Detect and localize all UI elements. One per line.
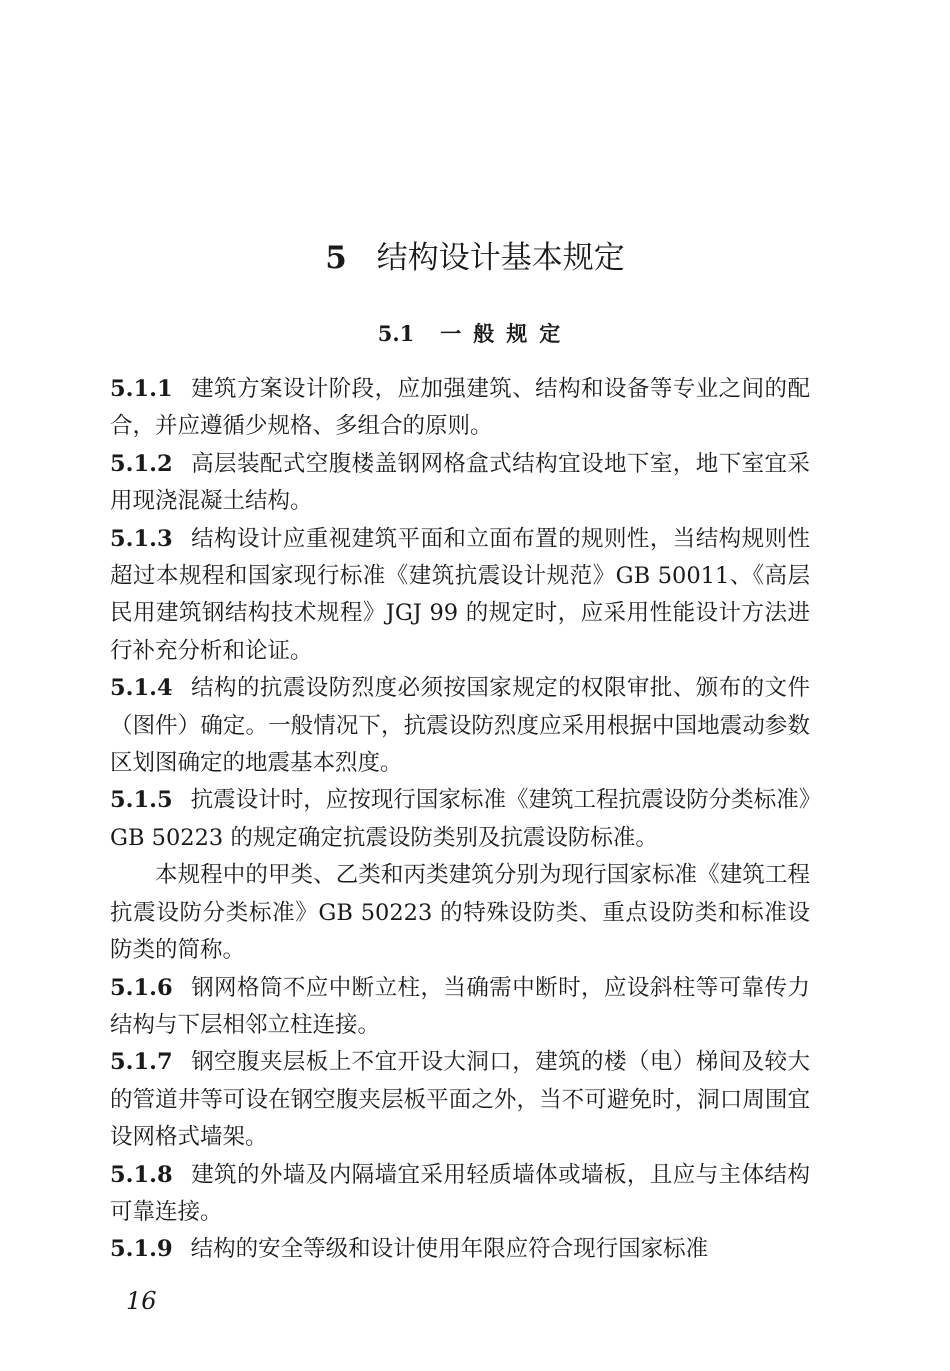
clause-text: 建筑方案设计阶段，应加强建筑、结构和设备等专业之间的配合，并应遵循少规格、多组合的原则。: [110, 376, 810, 440]
clause-5-1-3: [110, 521, 810, 671]
clause-5-1-1: [110, 371, 810, 446]
clause-text: 钢网格筒不应中断立柱，当确需中断时，应设斜柱等可靠传力结构与下层相邻立柱连接。: [110, 974, 810, 1038]
page-number: 16: [126, 1287, 157, 1315]
chapter-title-text: 结构设计基本规定: [376, 240, 625, 276]
body-text: [110, 371, 810, 1269]
clause-number: 5.1.7: [110, 1049, 173, 1076]
clause-number: 5.1.8: [110, 1161, 173, 1188]
section-title: [0, 318, 950, 350]
clause-5-1-9: [110, 1231, 810, 1268]
clause-5-1-8: [110, 1157, 810, 1232]
clause-number: 5.1.4: [110, 675, 173, 702]
clause-5-1-5: [110, 782, 810, 857]
clause-text: 高层装配式空腹楼盖钢网格盒式结构宜设地下室，地下室宜采用现浇混凝土结构。: [110, 450, 810, 515]
clause-number: 5.1.1: [110, 376, 173, 402]
clause-5-1-5-note: 本规程中的甲类、乙类和丙类建筑分别为现行国家标准《建筑工程抗震设防分类标准》GB 50223 的特殊设防类、重点设防类和标准设防类的简称。: [110, 862, 810, 964]
chapter-title: [0, 236, 950, 280]
clause-text: 结构的安全等级和设计使用年限应符合现行国家标准: [190, 1236, 709, 1263]
clause-number: 5.1.3: [110, 525, 173, 552]
clause-5-1-7: [110, 1044, 810, 1156]
clause-number: 5.1.5: [110, 787, 173, 814]
clause-number: 5.1.9: [110, 1236, 173, 1263]
chapter-number: 5: [325, 240, 347, 276]
clause-text: 结构设计应重视建筑平面和立面布置的规则性，当结构规则性超过本规程和国家现行标准《建筑抗震设计规范》GB 50011、《高层民用建筑钢结构技术规程》JGJ 99 的规定时，应采用性能设计方法进行补充分析和论证。: [110, 525, 810, 664]
clause-5-1-4: [110, 670, 810, 782]
clause-number: 5.1.6: [110, 974, 173, 1001]
clause-text: 钢空腹夹层板上不宜开设大洞口，建筑的楼（电）梯间及较大的管道井等可设在钢空腹夹层板平面之外，当不可避免时，洞口周围宜设网格式墙架。: [110, 1049, 810, 1151]
clause-number: 5.1.2: [110, 450, 173, 477]
clause-5-1-2: [110, 446, 810, 521]
clause-text: 抗震设计时，应按现行国家标准《建筑工程抗震设防分类标准》GB 50223 的规定确定抗震设防类别及抗震设防标准。: [110, 787, 810, 851]
clause-5-1-6: [110, 970, 810, 1045]
clause-text: 结构的抗震设防烈度必须按国家规定的权限审批、颁布的文件（图件）确定。一般情况下，抗震设防烈度应采用根据中国地震动参数区划图确定的地震基本烈度。: [110, 675, 810, 777]
clause-text: 建筑的外墙及内隔墙宜采用轻质墙体或墙板，且应与主体结构可靠连接。: [110, 1161, 810, 1225]
section-number: 5.1: [377, 321, 415, 346]
section-title-text: 一般规定: [440, 321, 573, 346]
